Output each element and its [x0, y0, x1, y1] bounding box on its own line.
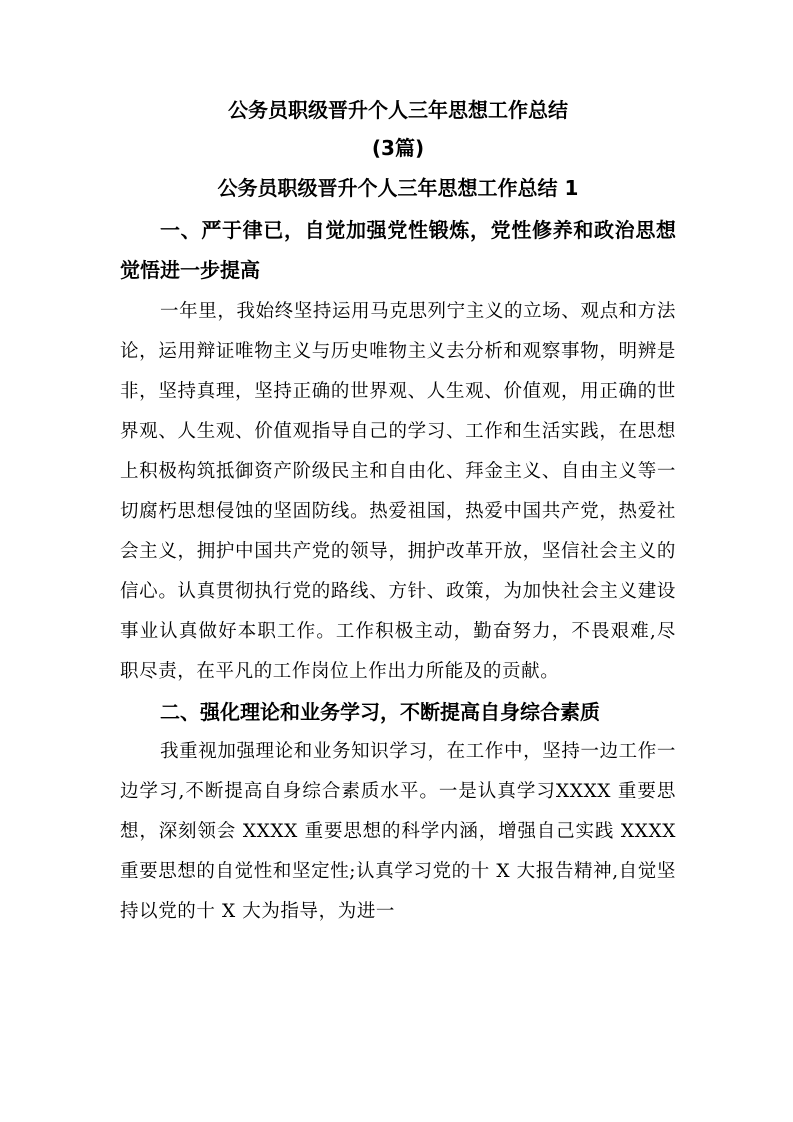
section-heading-1: 一、严于律已，自觉加强党性锻炼，党性修养和政治思想觉悟进一步提高 [120, 218, 676, 282]
document-title: 公务员职级晋升个人三年思想工作总结 [228, 98, 568, 122]
document-page [120, 92, 676, 932]
section-paragraph-1: 一年里，我始终坚持运用马克思列宁主义的立场、观点和方法论，运用辩证唯物主义与历史唯物主义去分析和观察事物，明辨是非，坚持真理，坚持正确的世界观、人生观、价值观，用正确的世界观、人生观、价值观指导自己的学习、工作和生活实践，在思想上积极构筑抵御资产阶级民主和自由化、拜金主义、自由主义等一切腐朽思想侵蚀的坚固防线。热爱祖国，热爱中国共产党，热爱社会主义，拥护中国共产党的领导，拥护改革开放，坚信社会主义的信心。认真贯彻执行党的路线、方针、政策，为加快社会主义建设事业认真做好本职工作。工作积极主动，勤奋努力，不畏艰难,尽职尽责，在平凡的工作岗位上作出力所能及的贡献。 [120, 301, 676, 682]
section-paragraph-2: 我重视加强理论和业务知识学习，在工作中，坚持一边工作一边学习,不断提高自身综合素质水平。一是认真学习XXXX 重要思想，深刻领会 XXXX 重要思想的科学内涵，增强自己实践 XXXX 重要思想的自觉性和坚定性;认真学习党的十 X 大报告精神,自觉坚持以党的十 X 大为指导，为进一 [120, 741, 676, 922]
section-heading-2: 二、强化理论和业务学习，不断提高自身综合素质 [160, 700, 600, 724]
document-title-count: (3篇) [371, 136, 425, 160]
document-subtitle: 公务员职级晋升个人三年思想工作总结 1 [217, 176, 579, 200]
